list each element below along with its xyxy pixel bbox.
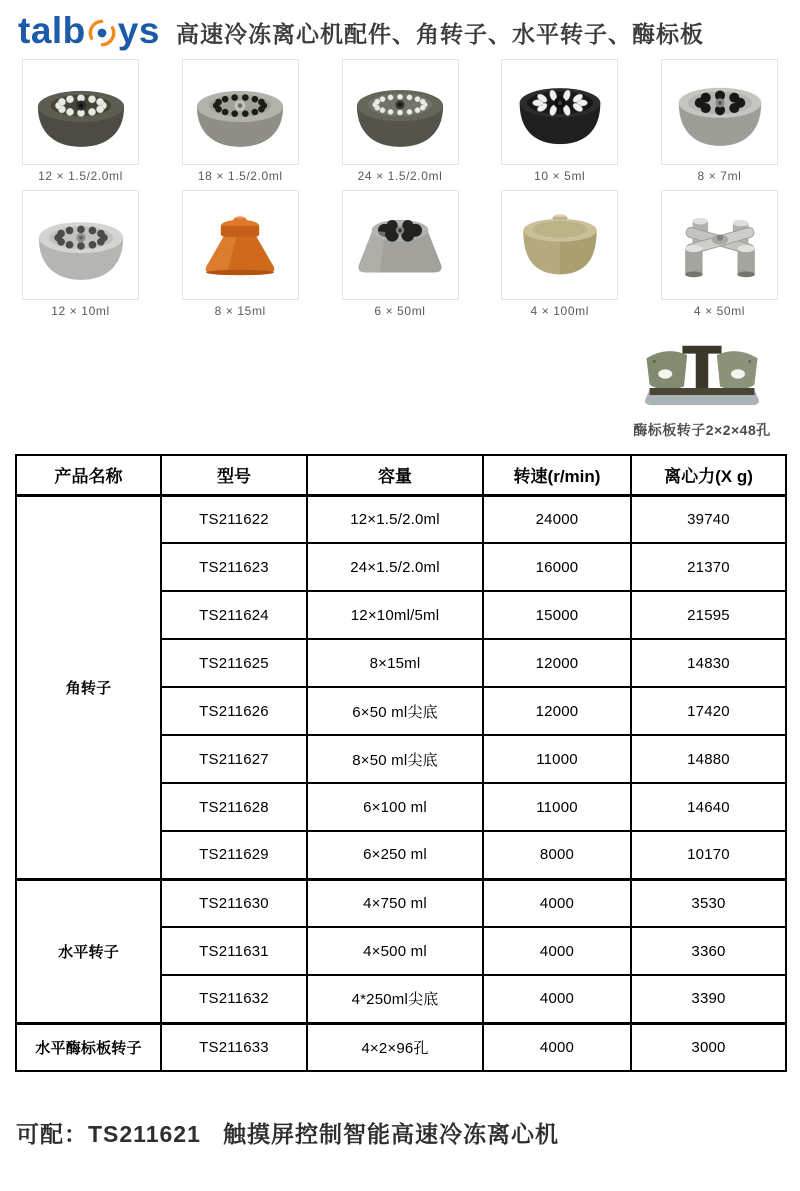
model-cell: TS211632 xyxy=(161,975,307,1023)
speed-cell: 12000 xyxy=(483,639,631,687)
microplate-figure-area xyxy=(0,326,800,440)
capacity-cell: 4*250ml尖底 xyxy=(307,975,483,1023)
product-image-box xyxy=(342,190,459,300)
product-card xyxy=(661,59,778,183)
table-row xyxy=(16,1023,786,1071)
col-header-capacity: 容量 xyxy=(307,455,483,495)
capacity-cell: 6×250 ml xyxy=(307,831,483,879)
capacity-cell: 8×15ml xyxy=(307,639,483,687)
product-image-box xyxy=(22,190,139,300)
model-cell: TS211623 xyxy=(161,543,307,591)
rotor-image-12x10ml xyxy=(26,195,136,295)
speed-cell: 12000 xyxy=(483,687,631,735)
speed-cell: 16000 xyxy=(483,543,631,591)
model-cell: TS211622 xyxy=(161,495,307,543)
product-card xyxy=(342,59,459,183)
rcf-cell: 21595 xyxy=(631,591,786,639)
capacity-cell: 4×750 ml xyxy=(307,879,483,927)
rotor-image-12x1.5ml xyxy=(26,64,136,160)
brand-logo xyxy=(18,12,160,49)
product-caption: 12 × 10ml xyxy=(51,304,110,318)
rcf-cell: 14640 xyxy=(631,783,786,831)
speed-cell: 4000 xyxy=(483,879,631,927)
product-caption: 10 × 5ml xyxy=(534,169,586,183)
product-card xyxy=(501,190,618,318)
rcf-cell: 21370 xyxy=(631,543,786,591)
group-cell-angle-rotor: 角转子 xyxy=(16,495,161,879)
speed-cell: 15000 xyxy=(483,591,631,639)
model-cell: TS211628 xyxy=(161,783,307,831)
model-cell: TS211624 xyxy=(161,591,307,639)
speed-cell: 4000 xyxy=(483,975,631,1023)
product-caption: 24 × 1.5/2.0ml xyxy=(357,169,443,183)
col-header-product-name: 产品名称 xyxy=(16,455,161,495)
speed-cell: 11000 xyxy=(483,783,631,831)
model-cell: TS211627 xyxy=(161,735,307,783)
product-caption: 6 × 50ml xyxy=(374,304,426,318)
product-image-box xyxy=(626,326,778,414)
rotor-image-microplate xyxy=(631,327,773,413)
rcf-cell: 3000 xyxy=(631,1023,786,1071)
product-card xyxy=(182,59,299,183)
rcf-cell: 14880 xyxy=(631,735,786,783)
capacity-cell: 6×100 ml xyxy=(307,783,483,831)
col-header-speed: 转速(r/min) xyxy=(483,455,631,495)
capacity-cell: 8×50 ml尖底 xyxy=(307,735,483,783)
rcf-cell: 10170 xyxy=(631,831,786,879)
product-caption: 8 × 15ml xyxy=(214,304,266,318)
spec-table xyxy=(15,454,787,1072)
product-card xyxy=(22,59,139,183)
product-card xyxy=(661,190,778,318)
page-header xyxy=(0,0,800,49)
capacity-cell: 4×2×96孔 xyxy=(307,1023,483,1071)
product-image-box xyxy=(501,190,618,300)
table-row xyxy=(16,879,786,927)
speed-cell: 4000 xyxy=(483,927,631,975)
logo-text-right: ys xyxy=(117,10,160,51)
product-card xyxy=(182,190,299,318)
product-card xyxy=(22,190,139,318)
speed-cell: 24000 xyxy=(483,495,631,543)
logo-text-left: talb xyxy=(18,10,86,51)
model-cell: TS211629 xyxy=(161,831,307,879)
model-cell: TS211625 xyxy=(161,639,307,687)
capacity-cell: 6×50 ml尖底 xyxy=(307,687,483,735)
rotor-image-4x50ml-swing xyxy=(665,195,775,295)
table-row xyxy=(16,495,786,543)
rcf-cell: 3390 xyxy=(631,975,786,1023)
product-card xyxy=(342,190,459,318)
rcf-cell: 3360 xyxy=(631,927,786,975)
orbit-swirl-icon xyxy=(87,18,117,48)
capacity-cell: 24×1.5/2.0ml xyxy=(307,543,483,591)
speed-cell: 8000 xyxy=(483,831,631,879)
spec-table-header xyxy=(16,455,786,495)
product-gallery-row-2 xyxy=(0,190,800,318)
product-image-box xyxy=(501,59,618,165)
capacity-cell: 12×1.5/2.0ml xyxy=(307,495,483,543)
rcf-cell: 3530 xyxy=(631,879,786,927)
model-cell: TS211631 xyxy=(161,927,307,975)
product-gallery-row-1 xyxy=(0,59,800,183)
product-caption: 18 × 1.5/2.0ml xyxy=(197,169,283,183)
rcf-cell: 14830 xyxy=(631,639,786,687)
capacity-cell: 12×10ml/5ml xyxy=(307,591,483,639)
product-caption: 4 × 100ml xyxy=(530,304,589,318)
product-card xyxy=(501,59,618,183)
col-header-model: 型号 xyxy=(161,455,307,495)
rotor-image-24x1.5ml xyxy=(345,64,455,160)
rotor-image-6x50ml xyxy=(345,195,455,295)
product-image-box xyxy=(182,59,299,165)
product-image-box xyxy=(342,59,459,165)
product-image-box xyxy=(22,59,139,165)
group-cell-microplate-rotor: 水平酶标板转子 xyxy=(16,1023,161,1071)
product-caption: 12 × 1.5/2.0ml xyxy=(38,169,123,183)
rcf-cell: 17420 xyxy=(631,687,786,735)
speed-cell: 4000 xyxy=(483,1023,631,1071)
product-card xyxy=(626,326,778,440)
speed-cell: 11000 xyxy=(483,735,631,783)
col-header-rcf: 离心力(X g) xyxy=(631,455,786,495)
product-image-box xyxy=(182,190,299,300)
product-image-box xyxy=(661,59,778,165)
capacity-cell: 4×500 ml xyxy=(307,927,483,975)
model-cell: TS211630 xyxy=(161,879,307,927)
compatible-centrifuge-note: 可配：TS211621 触摸屏控制智能高速冷冻离心机 xyxy=(16,1121,560,1147)
rotor-image-8x7ml xyxy=(665,64,775,160)
rotor-image-10x5ml xyxy=(505,64,615,160)
rotor-image-4x100ml xyxy=(505,195,615,295)
product-caption: 酶标板转子2×2×48孔 xyxy=(633,422,771,438)
rotor-image-18x1.5ml xyxy=(185,64,295,160)
product-caption: 8 × 7ml xyxy=(697,169,742,183)
model-cell: TS211626 xyxy=(161,687,307,735)
group-cell-horizontal-rotor: 水平转子 xyxy=(16,879,161,1023)
model-cell: TS211633 xyxy=(161,1023,307,1071)
page-title: 高速冷冻离心机配件、角转子、水平转子、酶标板 xyxy=(175,21,704,47)
product-image-box xyxy=(661,190,778,300)
rotor-image-8x15ml xyxy=(185,195,295,295)
product-caption: 4 × 50ml xyxy=(693,304,746,318)
rcf-cell: 39740 xyxy=(631,495,786,543)
